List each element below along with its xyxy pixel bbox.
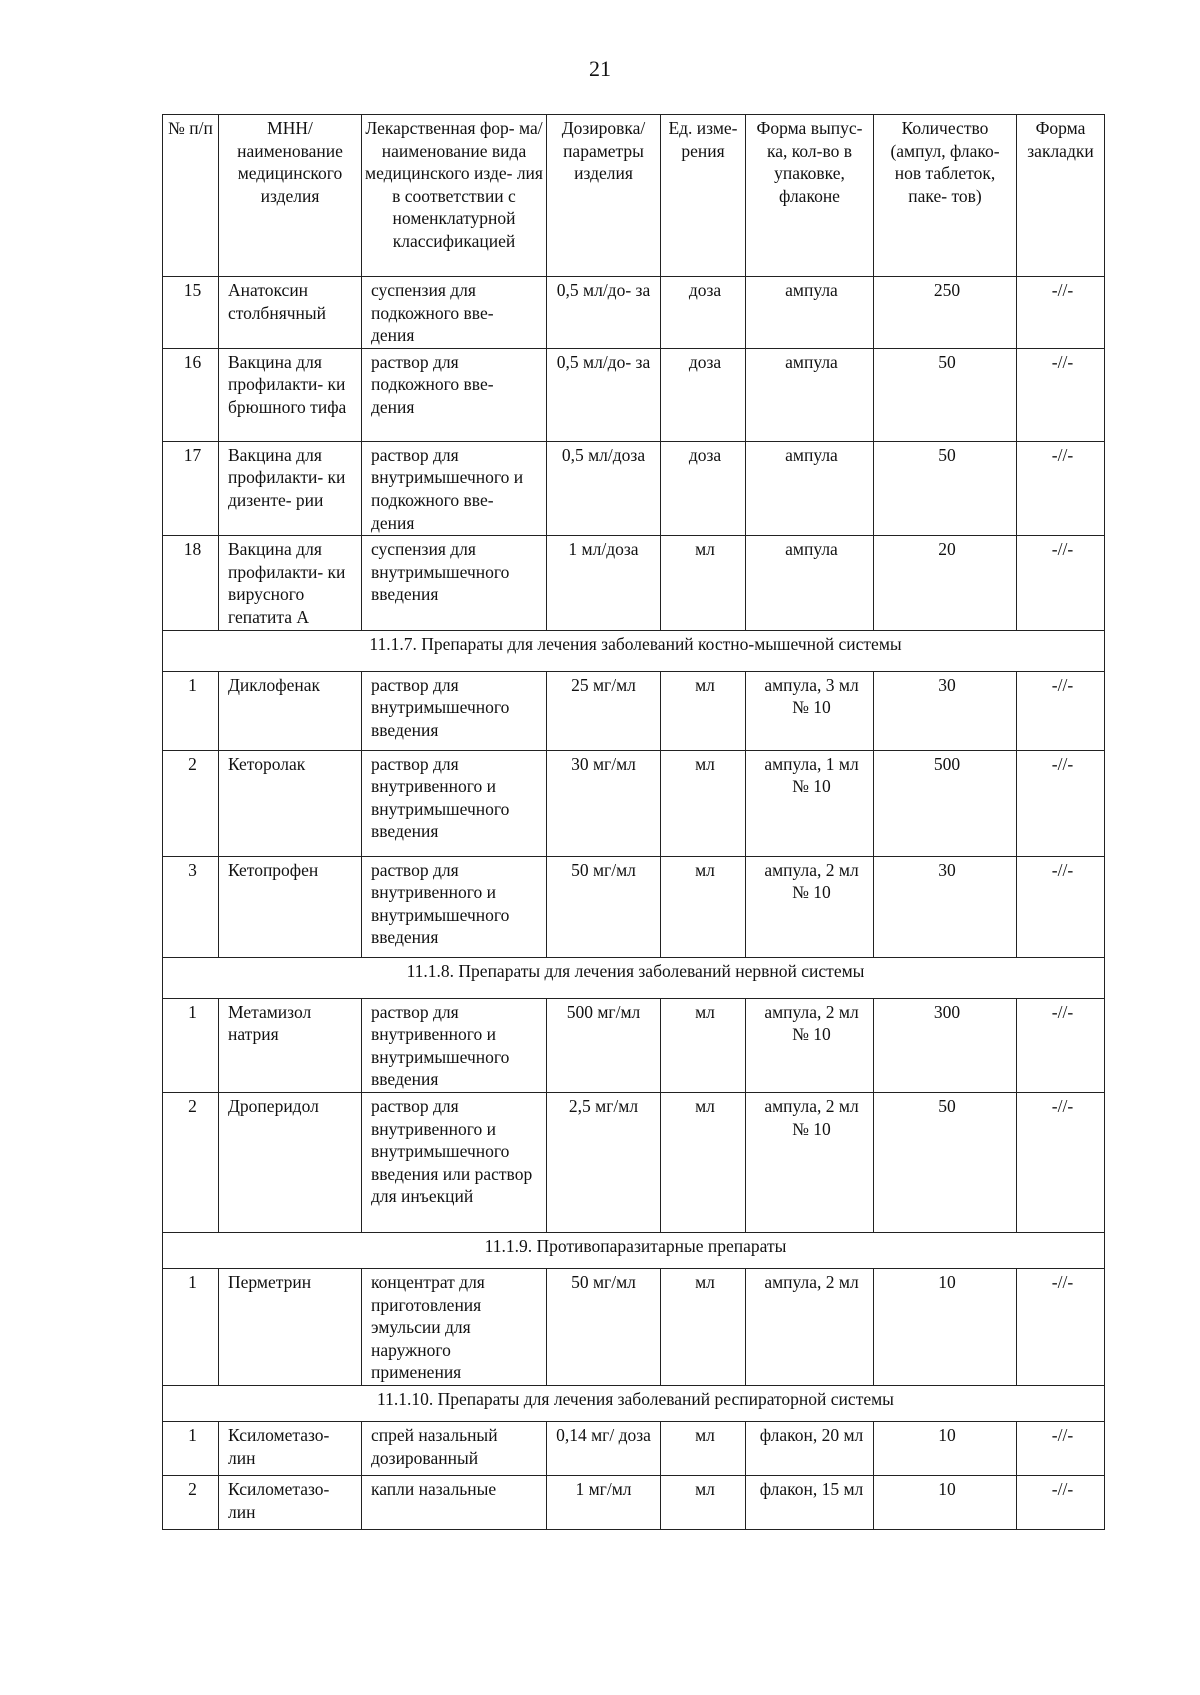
row-qty: 10 [874, 1268, 1017, 1385]
row-tab: -//- [1017, 998, 1105, 1092]
row-unit: мл [661, 1092, 746, 1232]
row-qty: 10 [874, 1475, 1017, 1529]
row-qty: 300 [874, 998, 1017, 1092]
header-form: Лекарственная фор- ма/ наименование вида медицинского изде- лия в соответствии с номенклатурной классификацией [362, 115, 547, 277]
table-row [163, 1421, 1105, 1475]
row-mnn: Диклофенак [219, 671, 362, 750]
row-mnn: Вакцина для профилакти- ки дизенте- рии [219, 441, 362, 535]
table-row [163, 536, 1105, 630]
row-mnn: Кеторолак [219, 750, 362, 856]
table-row [163, 998, 1105, 1092]
header-pack: Форма выпус- ка, кол-во в упаковке, флаконе [746, 115, 874, 277]
row-form: капли назальные [362, 1475, 547, 1529]
row-mnn: Кетопрофен [219, 856, 362, 957]
row-form: раствор для внутривенного и внутримышечного введения или раствор для инъекций [362, 1092, 547, 1232]
row-pack: ампула [746, 441, 874, 535]
row-tab: -//- [1017, 1475, 1105, 1529]
row-dose: 1 мг/мл [547, 1475, 661, 1529]
row-tab: -//- [1017, 1421, 1105, 1475]
row-qty: 50 [874, 1092, 1017, 1232]
row-form: раствор для внутривенного и внутримышечного введения [362, 998, 547, 1092]
row-qty: 250 [874, 277, 1017, 349]
header-qty: Количество (ампул, флако- нов таблеток, паке- тов) [874, 115, 1017, 277]
section-row [163, 630, 1105, 671]
row-form: концентрат для приготовления эмульсии для наружного применения [362, 1268, 547, 1385]
row-pack: ампула [746, 277, 874, 349]
row-pack: ампула, 2 мл № 10 [746, 856, 874, 957]
section-title-11-1-8: 11.1.8. Препараты для лечения заболеваний нервной системы [163, 957, 1105, 998]
header-unit: Ед. изме- рения [661, 115, 746, 277]
row-num: 2 [163, 1475, 219, 1529]
table-row [163, 277, 1105, 349]
row-qty: 30 [874, 856, 1017, 957]
section-title-11-1-10: 11.1.10. Препараты для лечения заболеваний респираторной системы [163, 1385, 1105, 1421]
row-dose: 1 мл/доза [547, 536, 661, 630]
row-dose: 0,14 мг/ доза [547, 1421, 661, 1475]
row-dose: 30 мг/мл [547, 750, 661, 856]
row-qty: 500 [874, 750, 1017, 856]
row-unit: мл [661, 1421, 746, 1475]
row-tab: -//- [1017, 536, 1105, 630]
row-qty: 10 [874, 1421, 1017, 1475]
row-mnn: Ксилометазо- лин [219, 1421, 362, 1475]
table-row [163, 856, 1105, 957]
row-mnn: Вакцина для профилакти- ки вирусного гепатита А [219, 536, 362, 630]
row-unit: мл [661, 750, 746, 856]
row-num: 1 [163, 998, 219, 1092]
row-qty: 30 [874, 671, 1017, 750]
table-row [163, 1475, 1105, 1529]
section-title-11-1-7: 11.1.7. Препараты для лечения заболеваний костно-мышечной системы [163, 630, 1105, 671]
row-pack: ампула, 2 мл № 10 [746, 998, 874, 1092]
row-dose: 2,5 мг/мл [547, 1092, 661, 1232]
row-form: раствор для внутримышечного и подкожного вве- дения [362, 441, 547, 535]
row-pack: флакон, 15 мл [746, 1475, 874, 1529]
row-mnn: Вакцина для профилакти- ки брюшного тифа [219, 348, 362, 441]
row-dose: 500 мг/мл [547, 998, 661, 1092]
table-row [163, 441, 1105, 535]
header-dose: Дозировка/ параметры изделия [547, 115, 661, 277]
row-num: 2 [163, 750, 219, 856]
row-tab: -//- [1017, 1268, 1105, 1385]
row-unit: доза [661, 441, 746, 535]
row-num: 1 [163, 1268, 219, 1385]
table-row [163, 671, 1105, 750]
table-row [163, 1092, 1105, 1232]
row-dose: 0,5 мл/до- за [547, 348, 661, 441]
header-tab: Форма закладки [1017, 115, 1105, 277]
section-row [163, 957, 1105, 998]
section-row [163, 1232, 1105, 1268]
row-pack: ампула, 2 мл № 10 [746, 1092, 874, 1232]
row-unit: мл [661, 998, 746, 1092]
row-tab: -//- [1017, 750, 1105, 856]
row-pack: флакон, 20 мл [746, 1421, 874, 1475]
row-tab: -//- [1017, 277, 1105, 349]
row-num: 15 [163, 277, 219, 349]
row-pack: ампула [746, 348, 874, 441]
row-form: раствор для внутримышечного введения [362, 671, 547, 750]
row-form: спрей назальный дозированный [362, 1421, 547, 1475]
row-num: 3 [163, 856, 219, 957]
row-unit: мл [661, 671, 746, 750]
row-pack: ампула, 1 мл № 10 [746, 750, 874, 856]
row-dose: 25 мг/мл [547, 671, 661, 750]
row-mnn: Ксилометазо- лин [219, 1475, 362, 1529]
table-header-row [163, 115, 1105, 277]
row-unit: доза [661, 348, 746, 441]
row-mnn: Перметрин [219, 1268, 362, 1385]
row-mnn: Анатоксин столбнячный [219, 277, 362, 349]
section-title-11-1-9: 11.1.9. Противопаразитарные препараты [163, 1232, 1105, 1268]
row-tab: -//- [1017, 671, 1105, 750]
row-pack: ампула, 3 мл № 10 [746, 671, 874, 750]
row-form: раствор для подкожного вве- дения [362, 348, 547, 441]
row-qty: 50 [874, 348, 1017, 441]
row-unit: мл [661, 536, 746, 630]
section-row [163, 1385, 1105, 1421]
row-dose: 0,5 мл/доза [547, 441, 661, 535]
row-unit: мл [661, 856, 746, 957]
row-num: 2 [163, 1092, 219, 1232]
row-unit: доза [661, 277, 746, 349]
row-tab: -//- [1017, 441, 1105, 535]
table-row [163, 348, 1105, 441]
row-qty: 50 [874, 441, 1017, 535]
row-mnn: Дроперидол [219, 1092, 362, 1232]
row-tab: -//- [1017, 856, 1105, 957]
row-pack: ампула [746, 536, 874, 630]
row-form: суспензия для внутримышечного введения [362, 536, 547, 630]
row-unit: мл [661, 1268, 746, 1385]
row-num: 18 [163, 536, 219, 630]
table-row [163, 1268, 1105, 1385]
row-num: 1 [163, 671, 219, 750]
row-form: суспензия для подкожного вве- дения [362, 277, 547, 349]
medication-table [162, 114, 1105, 1530]
table-row [163, 750, 1105, 856]
row-mnn: Метамизол натрия [219, 998, 362, 1092]
row-dose: 50 мг/мл [547, 856, 661, 957]
row-tab: -//- [1017, 1092, 1105, 1232]
row-tab: -//- [1017, 348, 1105, 441]
row-form: раствор для внутривенного и внутримышечного введения [362, 750, 547, 856]
header-num: № п/п [163, 115, 219, 277]
row-num: 16 [163, 348, 219, 441]
row-pack: ампула, 2 мл [746, 1268, 874, 1385]
row-qty: 20 [874, 536, 1017, 630]
header-mnn: МНН/ наименование медицинского изделия [219, 115, 362, 277]
row-num: 1 [163, 1421, 219, 1475]
page-number: 21 [589, 56, 611, 81]
row-num: 17 [163, 441, 219, 535]
row-form: раствор для внутривенного и внутримышечного введения [362, 856, 547, 957]
row-unit: мл [661, 1475, 746, 1529]
row-dose: 50 мг/мл [547, 1268, 661, 1385]
row-dose: 0,5 мл/до- за [547, 277, 661, 349]
